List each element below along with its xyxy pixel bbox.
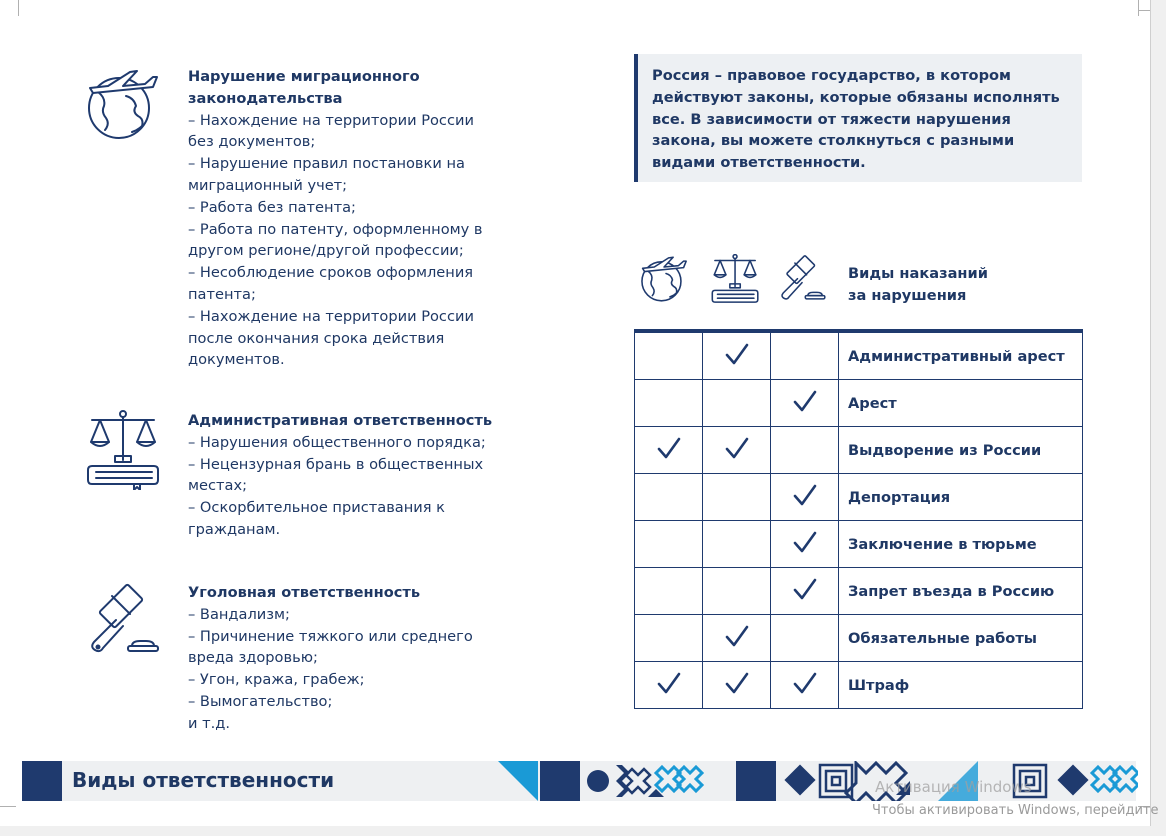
- list-item: – Угон, кража, грабеж;: [188, 671, 365, 689]
- mark-cell-criminal: [771, 380, 839, 427]
- table-header-icons: [640, 250, 840, 308]
- callout-line: видами ответственности.: [652, 154, 866, 172]
- table-row: [635, 380, 1083, 427]
- table-row: [635, 427, 1083, 474]
- punishment-label: Арест: [839, 380, 1083, 427]
- table-row: [635, 474, 1083, 521]
- check-icon: [725, 437, 749, 459]
- mark-cell-administrative: [703, 568, 771, 615]
- activation-watermark-text: Чтобы активировать Windows, перейдите: [872, 803, 1159, 818]
- mark-cell-administrative: [703, 662, 771, 709]
- mark-cell-criminal: [771, 662, 839, 709]
- check-icon: [793, 672, 817, 694]
- callout-line: все. В зависимости от тяжести нарушения: [652, 110, 1011, 128]
- mark-cell-migration: [635, 568, 703, 615]
- crop-mark: [0, 806, 16, 807]
- list-item: миграционный учет;: [188, 176, 348, 194]
- mark-cell-criminal: [771, 474, 839, 521]
- ornament-triangle: [498, 761, 538, 801]
- check-icon: [793, 578, 817, 600]
- punishments-title: [848, 263, 1048, 307]
- section-title-line: законодательства: [188, 89, 343, 107]
- mark-cell-administrative: [703, 427, 771, 474]
- list-item: патента;: [188, 285, 256, 303]
- callout-line: Россия – правовое государство, в котором: [652, 67, 1011, 84]
- footer-square: [22, 761, 62, 801]
- list-item: – Нахождение на территории России: [188, 307, 474, 325]
- ornament-strip: [498, 761, 1138, 801]
- list-item: – Нарушения общественного порядка;: [188, 433, 486, 451]
- mark-cell-migration: [635, 380, 703, 427]
- ornament-square: [540, 761, 580, 801]
- crop-mark: [1138, 10, 1150, 11]
- check-icon: [657, 437, 681, 459]
- criminal-text: [188, 582, 513, 735]
- list-item: – Работа без патента;: [188, 198, 356, 216]
- mark-cell-criminal: [771, 427, 839, 474]
- list-item: гражданам.: [188, 520, 281, 538]
- scales-book-icon: [711, 254, 763, 306]
- ornament-pattern: [656, 767, 702, 791]
- list-item: – Причинение тяжкого или среднего: [188, 627, 473, 645]
- ornament-circle: [587, 770, 609, 792]
- punishments-table: [634, 329, 1083, 709]
- airplane-globe-icon: [86, 66, 166, 146]
- mark-cell-administrative: [703, 331, 771, 380]
- section-title-line: Административная ответственность: [188, 412, 493, 429]
- list-item: – Вандализм;: [188, 605, 290, 623]
- mark-cell-administrative: [703, 380, 771, 427]
- punishment-label: Обязательные работы: [839, 615, 1083, 662]
- crop-mark: [18, 0, 19, 16]
- list-item: местах;: [188, 477, 248, 495]
- mark-cell-administrative: [703, 615, 771, 662]
- mark-cell-migration: [635, 427, 703, 474]
- table-row: [635, 521, 1083, 568]
- check-icon: [657, 672, 681, 694]
- mark-cell-migration: [635, 474, 703, 521]
- mark-cell-criminal: [771, 615, 839, 662]
- table-row: [635, 615, 1083, 662]
- list-item: после окончания срока действия: [188, 329, 445, 347]
- gavel-icon: [778, 254, 830, 306]
- punishment-label: Заключение в тюрьме: [839, 521, 1083, 568]
- section-title-line: Нарушение миграционного: [188, 68, 420, 85]
- mark-cell-migration: [635, 521, 703, 568]
- list-item: и т.д.: [188, 714, 230, 732]
- check-icon: [793, 531, 817, 553]
- ornament-diamond: [784, 764, 815, 795]
- ornament-pattern: [1092, 767, 1138, 791]
- footer-title: Виды ответственности: [72, 768, 335, 792]
- list-item: документов.: [188, 351, 285, 369]
- table-row: [635, 662, 1083, 709]
- migration-text: [188, 66, 513, 371]
- mark-cell-criminal: [771, 568, 839, 615]
- callout-line: действуют законы, которые обязаны исполнять: [652, 88, 1060, 106]
- punishment-label: Штраф: [839, 662, 1083, 709]
- list-item: – Нахождение на территории России: [188, 111, 474, 129]
- punishments-table-body: [635, 331, 1083, 709]
- mark-cell-criminal: [771, 521, 839, 568]
- list-item: – Нарушение правил постановки на: [188, 155, 465, 173]
- mark-cell-administrative: [703, 474, 771, 521]
- list-item: – Вымогательство;: [188, 692, 333, 710]
- list-item: без документов;: [188, 133, 316, 151]
- ornament-diamond: [1057, 764, 1088, 795]
- gavel-icon: [86, 582, 166, 662]
- punishments-title-line: Виды наказаний: [848, 265, 988, 282]
- intro-callout: [634, 54, 1082, 182]
- check-icon: [725, 672, 749, 694]
- check-icon: [793, 390, 817, 412]
- list-item: – Работа по патенту, оформленному в: [188, 220, 483, 238]
- scales-book-icon: [86, 410, 166, 490]
- mark-cell-criminal: [771, 331, 839, 380]
- airplane-globe-icon: [640, 254, 692, 306]
- check-icon: [793, 484, 817, 506]
- administrative-text: [188, 410, 513, 541]
- check-icon: [725, 625, 749, 647]
- migration-section: [90, 66, 510, 386]
- list-item: – Нецензурная брань в общественных: [188, 455, 484, 473]
- list-item: вреда здоровью;: [188, 649, 318, 667]
- callout-line: закона, вы можете столкнуться с разными: [652, 132, 1015, 150]
- crop-mark: [1138, 0, 1139, 16]
- punishment-label: Запрет въезда в Россию: [839, 568, 1083, 615]
- ornament-square: [736, 761, 776, 801]
- list-item: – Несоблюдение сроков оформления: [188, 264, 474, 282]
- mark-cell-migration: [635, 615, 703, 662]
- punishment-label: Выдворение из России: [839, 427, 1083, 474]
- mark-cell-migration: [635, 662, 703, 709]
- list-item: – Оскорбительное приставания к: [188, 499, 445, 517]
- mark-cell-administrative: [703, 521, 771, 568]
- administrative-section: [90, 410, 510, 550]
- criminal-section: [90, 582, 510, 742]
- punishments-title-line: за нарушения: [848, 287, 967, 304]
- list-item: другом регионе/другой профессии;: [188, 242, 464, 260]
- table-row: [635, 331, 1083, 380]
- punishment-label: Депортация: [839, 474, 1083, 521]
- section-title-line: Уголовная ответственность: [188, 584, 421, 601]
- mark-cell-migration: [635, 331, 703, 380]
- activation-watermark-title: Активация Windows: [875, 778, 1032, 796]
- ornament-pattern: [616, 765, 664, 797]
- punishment-label: Административный арест: [839, 331, 1083, 380]
- table-row: [635, 568, 1083, 615]
- check-icon: [725, 343, 749, 365]
